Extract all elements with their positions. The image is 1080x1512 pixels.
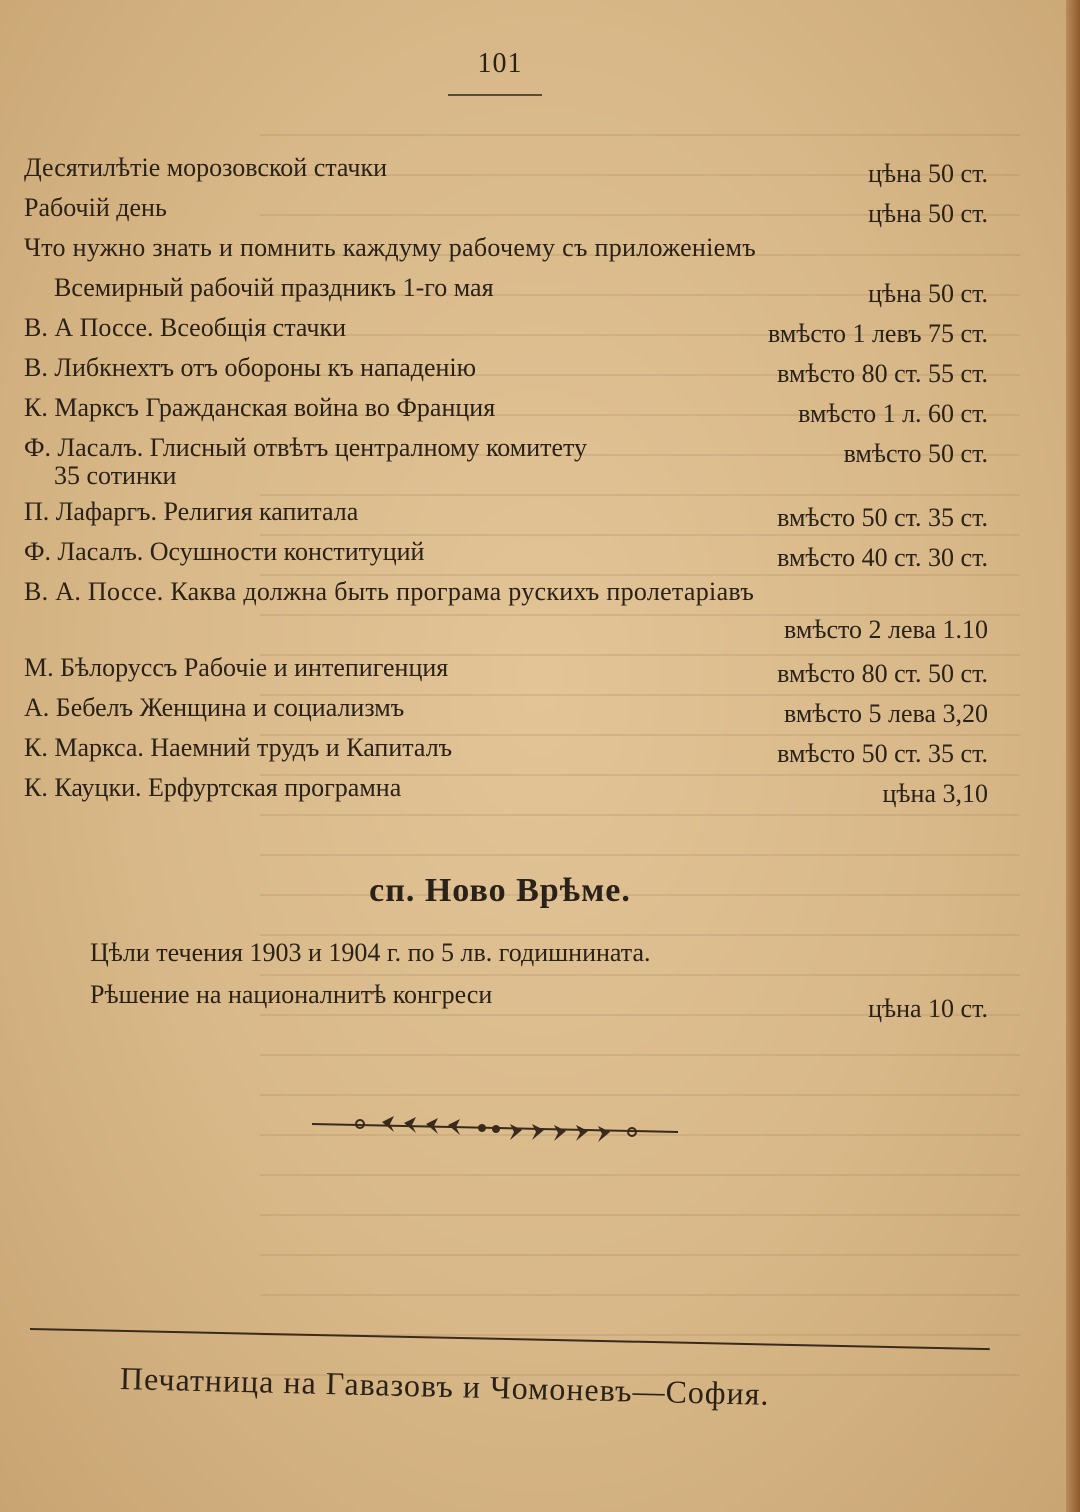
item-price: вмѣсто 5 лева 3,20 [784,699,988,728]
item-price: вмѣсто 1 л. 60 ст. [798,399,988,428]
item-title: К. Маркса. Наемний трудъ и Капиталъ [24,733,453,762]
page-number: 101 [477,48,523,79]
item-price: вмѣсто 40 ст. 30 ст. [777,543,988,572]
list-item [24,574,988,650]
item-title: Десятилѣтіе морозовской стачки [24,153,388,182]
item-price: вмѣсто 80 ст. 55 ст. [777,359,988,388]
item-title: В. А. Поссе. Каква должна быть програма рускихъ пролетаріавъ [24,577,755,606]
item-title: П. Лафаргъ. Религия капитала [24,497,359,526]
section-title: сп. Ново Врѣме. [369,872,631,909]
list-item [24,770,988,810]
list-item [24,310,988,350]
publication-line [90,980,988,1023]
list-item [24,390,988,430]
item-title: В. А Поссе. Всеобщія стачки [24,313,346,342]
list-item [24,270,988,310]
list-item [24,650,988,690]
list-item [24,730,988,770]
item-price: вмѣсто 1 левъ 75 ст. [768,319,988,348]
list-item [24,150,988,190]
item-title: Всемирный рабочій праздникъ 1-го мая [54,273,494,302]
page-edge [1066,0,1080,1512]
list-item [24,690,988,730]
item-title: Что нужно знать и помнить каждуму рабочему съ приложеніемъ [24,233,756,262]
item-title: Ф. Ласалъ. Осушности конституций [24,537,425,566]
item-price: цѣна 3,10 [882,779,988,808]
item-price: цѣна 50 ст. [868,199,988,228]
list-item [24,494,988,534]
publication-line: Цѣли течения 1903 и 1904 г. по 5 лв. годишнината. [90,938,651,967]
item-price: вмѣсто 50 ст. 35 ст. [777,739,988,768]
page-number-rule [448,94,542,96]
item-price: вмѣсто 80 ст. 50 ст. [777,659,988,688]
footer-rule [30,1328,990,1350]
item-title: К. Марксъ Гражданская война во Франция [24,393,496,422]
list-item [24,534,988,574]
item-subtext: 35 сотинки [54,461,177,490]
item-price: вмѣсто 2 лева 1.10 [784,615,988,644]
item-price: вмѣсто 50 ст. 35 ст. [777,503,988,532]
printer-imprint: Печатница на Гавазовъ и Чомоневъ—София. [119,1360,770,1412]
item-title: А. Бебелъ Женщина и социализмъ [24,693,405,722]
item-title: Ф. Ласалъ. Глисный отвѣтъ централному комитету [24,433,588,462]
item-price: вмѣсто 50 ст. [843,439,988,468]
list-item [24,190,988,230]
item-title: М. Бѣлоруссъ Рабочіе и интепигенция [24,653,449,682]
list-item [24,430,988,494]
publication-price: цѣна 10 ст. [868,994,988,1023]
item-title: В. Либкнехтъ отъ обороны къ нападенію [24,353,477,382]
ornament-divider-icon [312,1112,678,1142]
book-list [24,150,988,810]
publication-title: Рѣшение на националнитѣ конгреси [90,980,493,1009]
item-price: цѣна 50 ст. [868,159,988,188]
list-item [24,350,988,390]
item-price: цѣна 50 ст. [868,279,988,308]
item-title: К. Кауцки. Ерфуртская програмна [24,773,402,802]
list-item [24,230,988,270]
item-title: Рабочій день [24,193,167,222]
